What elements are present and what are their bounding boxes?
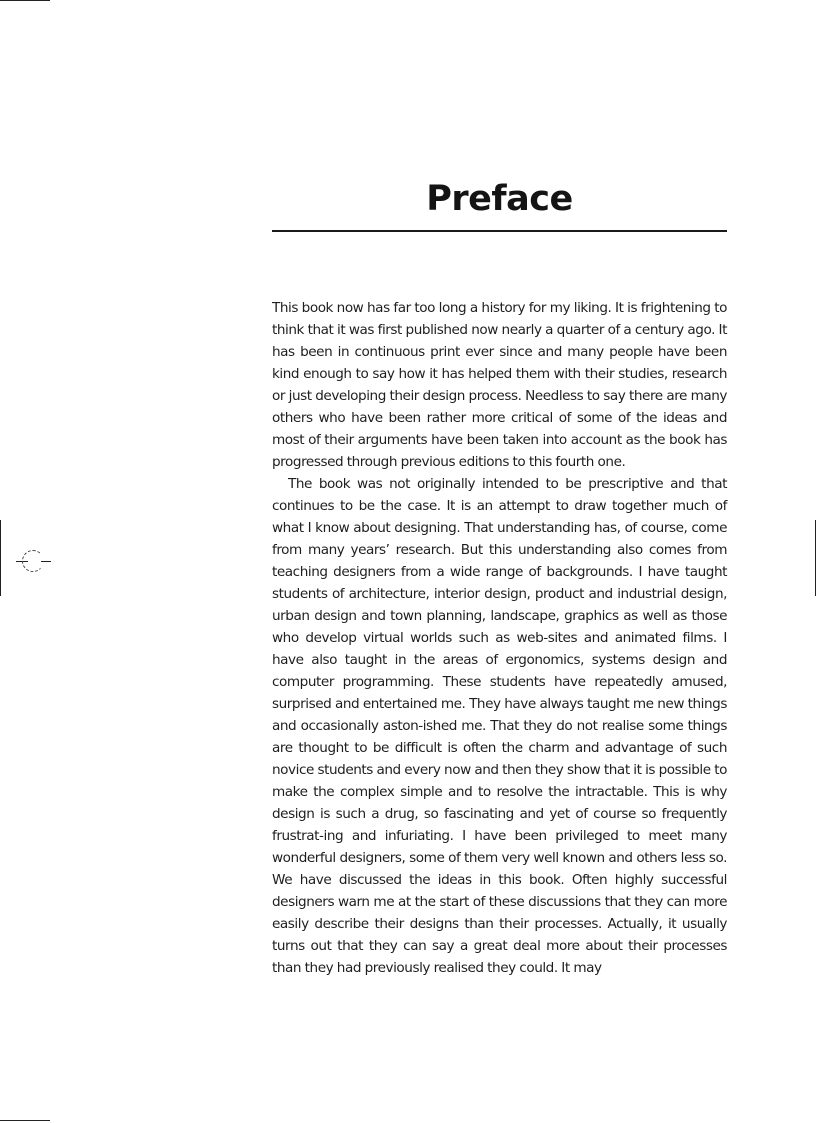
title-underline-rule <box>272 230 727 232</box>
paragraph-2: The book was not originally intended to be prescriptive and that continues to be the case. It is an attempt to draw together much of what I know about designing. That understanding has, of course, come from many years’ research. But this understanding also comes from teaching designers from a wide range of backgrounds. I have taught students of architecture, interior design, product and industrial design, urban design and town planning, landscape, graphics as well as those who develop virtual worlds such as web-sites and animated films. I have also taught in the areas of ergonomics, systems design and computer programming. These students have repeatedly amused, surprised and entertained me. They have always taught me new things and occasionally aston-ished me. That they do not realise some things are thought to be difficult is often the charm and advantage of such novice students and every now and then they show that it is possible to make the complex simple and to resolve the intractable. This is why design is such a drug, so fascinating and yet of course so frequently frustrat-ing and infuriating. I have been privileged to meet many wonderful designers, some of them very well known and others less so. We have discussed the ideas in this book. Often highly successful designers warn me at the start of these discussions that they can more easily describe their designs than their processes. Actually, it usually turns out that they can say a great deal more about their processes than they had previously realised they could. It may <box>272 476 727 976</box>
preface-body <box>272 297 727 979</box>
registration-mark-icon <box>22 550 44 572</box>
page-title: Preface <box>426 179 573 219</box>
crop-mark-bottom-left <box>0 1120 50 1121</box>
crop-mark-top-left <box>0 0 50 1</box>
crop-mark-left-edge <box>0 520 1 596</box>
paragraph-1: This book now has far too long a history for my liking. It is frightening to think that it was first published now nearly a quarter of a century ago. It has been in continuous print ever since and many people have been kind enough to say how it has helped them with their studies, research or just developing their design process. Needless to say there are many others who have been rather more critical of some of the ideas and most of their arguments have been taken into account as the book has progressed through previous editions to this fourth one. <box>272 300 727 470</box>
